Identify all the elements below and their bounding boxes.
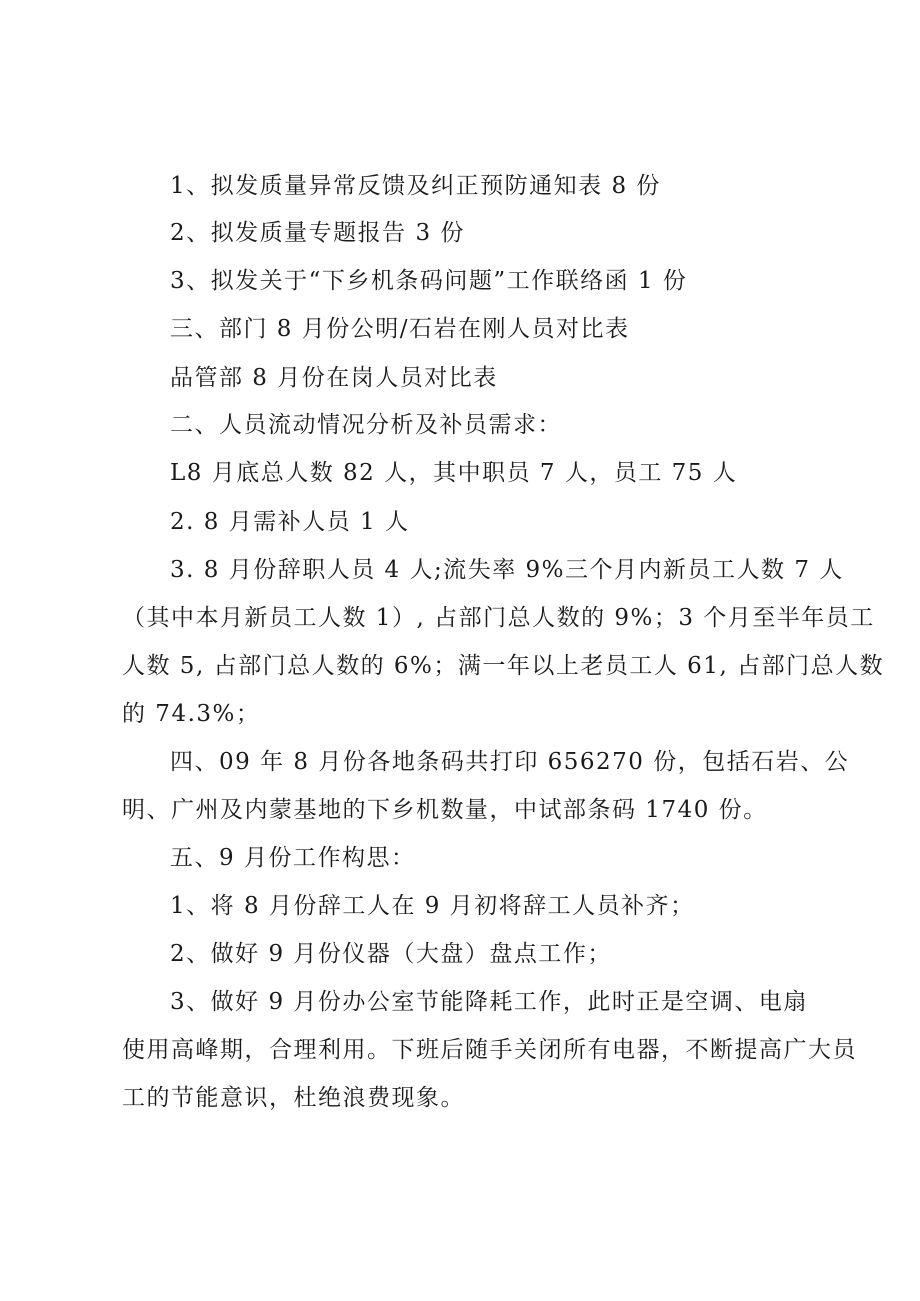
- line-10: （其中本月新员工人数 1）, 占部门总人数的 9%；3 个月至半年员工: [122, 605, 875, 631]
- line-17: 2、做好 9 月份仪器（大盘）盘点工作；: [170, 941, 612, 967]
- line-13: 四、09 年 8 月份各地条码共打印 656270 份，包括石岩、公: [170, 749, 850, 775]
- line-1: 1、拟发质量异常反馈及纠正预防通知表 8 份: [170, 173, 661, 199]
- line-2: 2、拟发质量专题报告 3 份: [170, 220, 465, 246]
- line-16: 1、将 8 月份辞工人在 9 月初将辞工人员补齐；: [170, 893, 695, 919]
- line-8: 2. 8 月需补人员 1 人: [170, 509, 410, 535]
- line-6: 二、人员流动情况分析及补员需求：: [170, 412, 562, 438]
- line-14: 明、广州及内蒙基地的下乡机数量，中试部条码 1740 份。: [122, 797, 768, 823]
- line-11: 人数 5, 占部门总人数的 6%；满一年以上老员工人 61, 占部门总人数: [122, 653, 885, 679]
- line-18: 3、做好 9 月份办公室节能降耗工作，此时正是空调、电扇: [170, 989, 808, 1015]
- line-7: L8 月底总人数 82 人，其中职员 7 人，员工 75 人: [170, 460, 738, 486]
- line-5: 品管部 8 月份在岗人员对比表: [170, 365, 498, 391]
- line-3: 3、拟发关于“下乡机条码问题”工作联络函 1 份: [170, 268, 688, 294]
- line-20: 工的节能意识，杜绝浪费现象。: [122, 1085, 465, 1111]
- line-19: 使用高峰期，合理利用。下班后随手关闭所有电器，不断提高广大员: [122, 1037, 857, 1063]
- line-12: 的 74.3%；: [122, 701, 261, 727]
- line-9: 3. 8 月份辞职人员 4 人;流失率 9%三个月内新员工人数 7 人: [170, 557, 844, 583]
- line-4: 三、部门 8 月份公明/石岩在刚人员对比表: [170, 316, 630, 342]
- line-15: 五、9 月份工作构思：: [170, 845, 416, 871]
